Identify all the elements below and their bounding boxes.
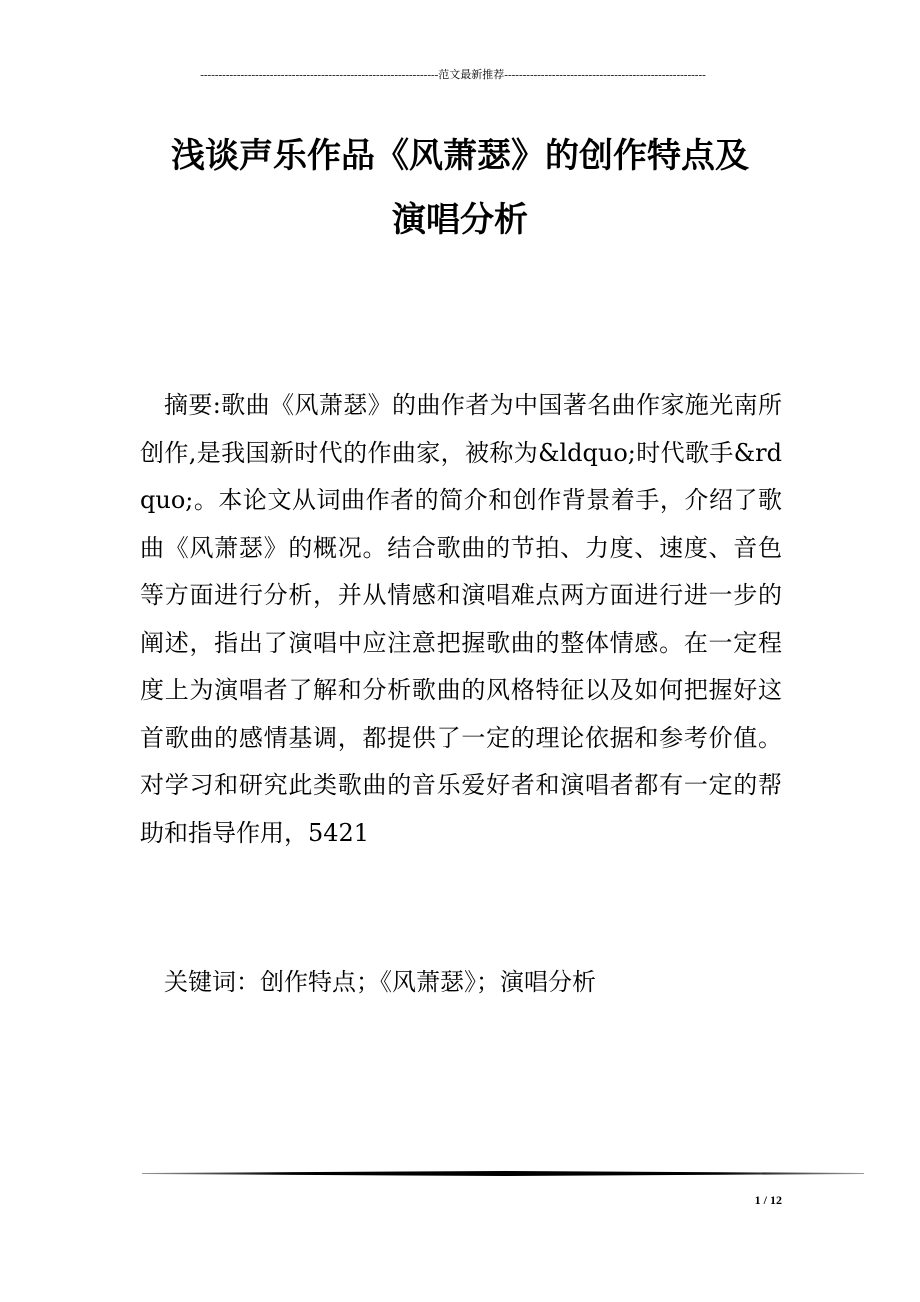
abstract-paragraph: 摘要:歌曲《风萧瑟》的曲作者为中国著名曲作家施光南所创作,是我国新时代的作曲家，被称为&ldquo;时代歌手&rdquo;。本论文从词曲作者的简介和创作背景着手，介绍了歌曲《风萧瑟》的概况。结合歌曲的节拍、力度、速度、音色等方面进行分析，并从情感和演唱难点两方面进行进一步的阐述，指出了演唱中应注意把握歌曲的整体情感。在一定程度上为演唱者了解和分析歌曲的风格特征以及如何把握好这首歌曲的感情基调，都提供了一定的理论依据和参考价值。对学习和研究此类歌曲的音乐爱好者和演唱者都有一定的帮助和指导作用，5421: [140, 391, 782, 847]
title-line-2: 演唱分析: [392, 200, 528, 240]
title-line-1: 浅谈声乐作品《风萧瑟》的创作特点及: [171, 136, 749, 176]
page-number: 1 / 12: [754, 1193, 782, 1207]
page-header: -----------------------------------------------------------------范文最新推荐-------------------------------------------------------: [200, 69, 706, 81]
keywords-line: 关键词：创作特点；《风萧瑟》；演唱分析: [164, 968, 596, 996]
footer-divider: [142, 1171, 864, 1176]
document-title: [100, 124, 820, 252]
